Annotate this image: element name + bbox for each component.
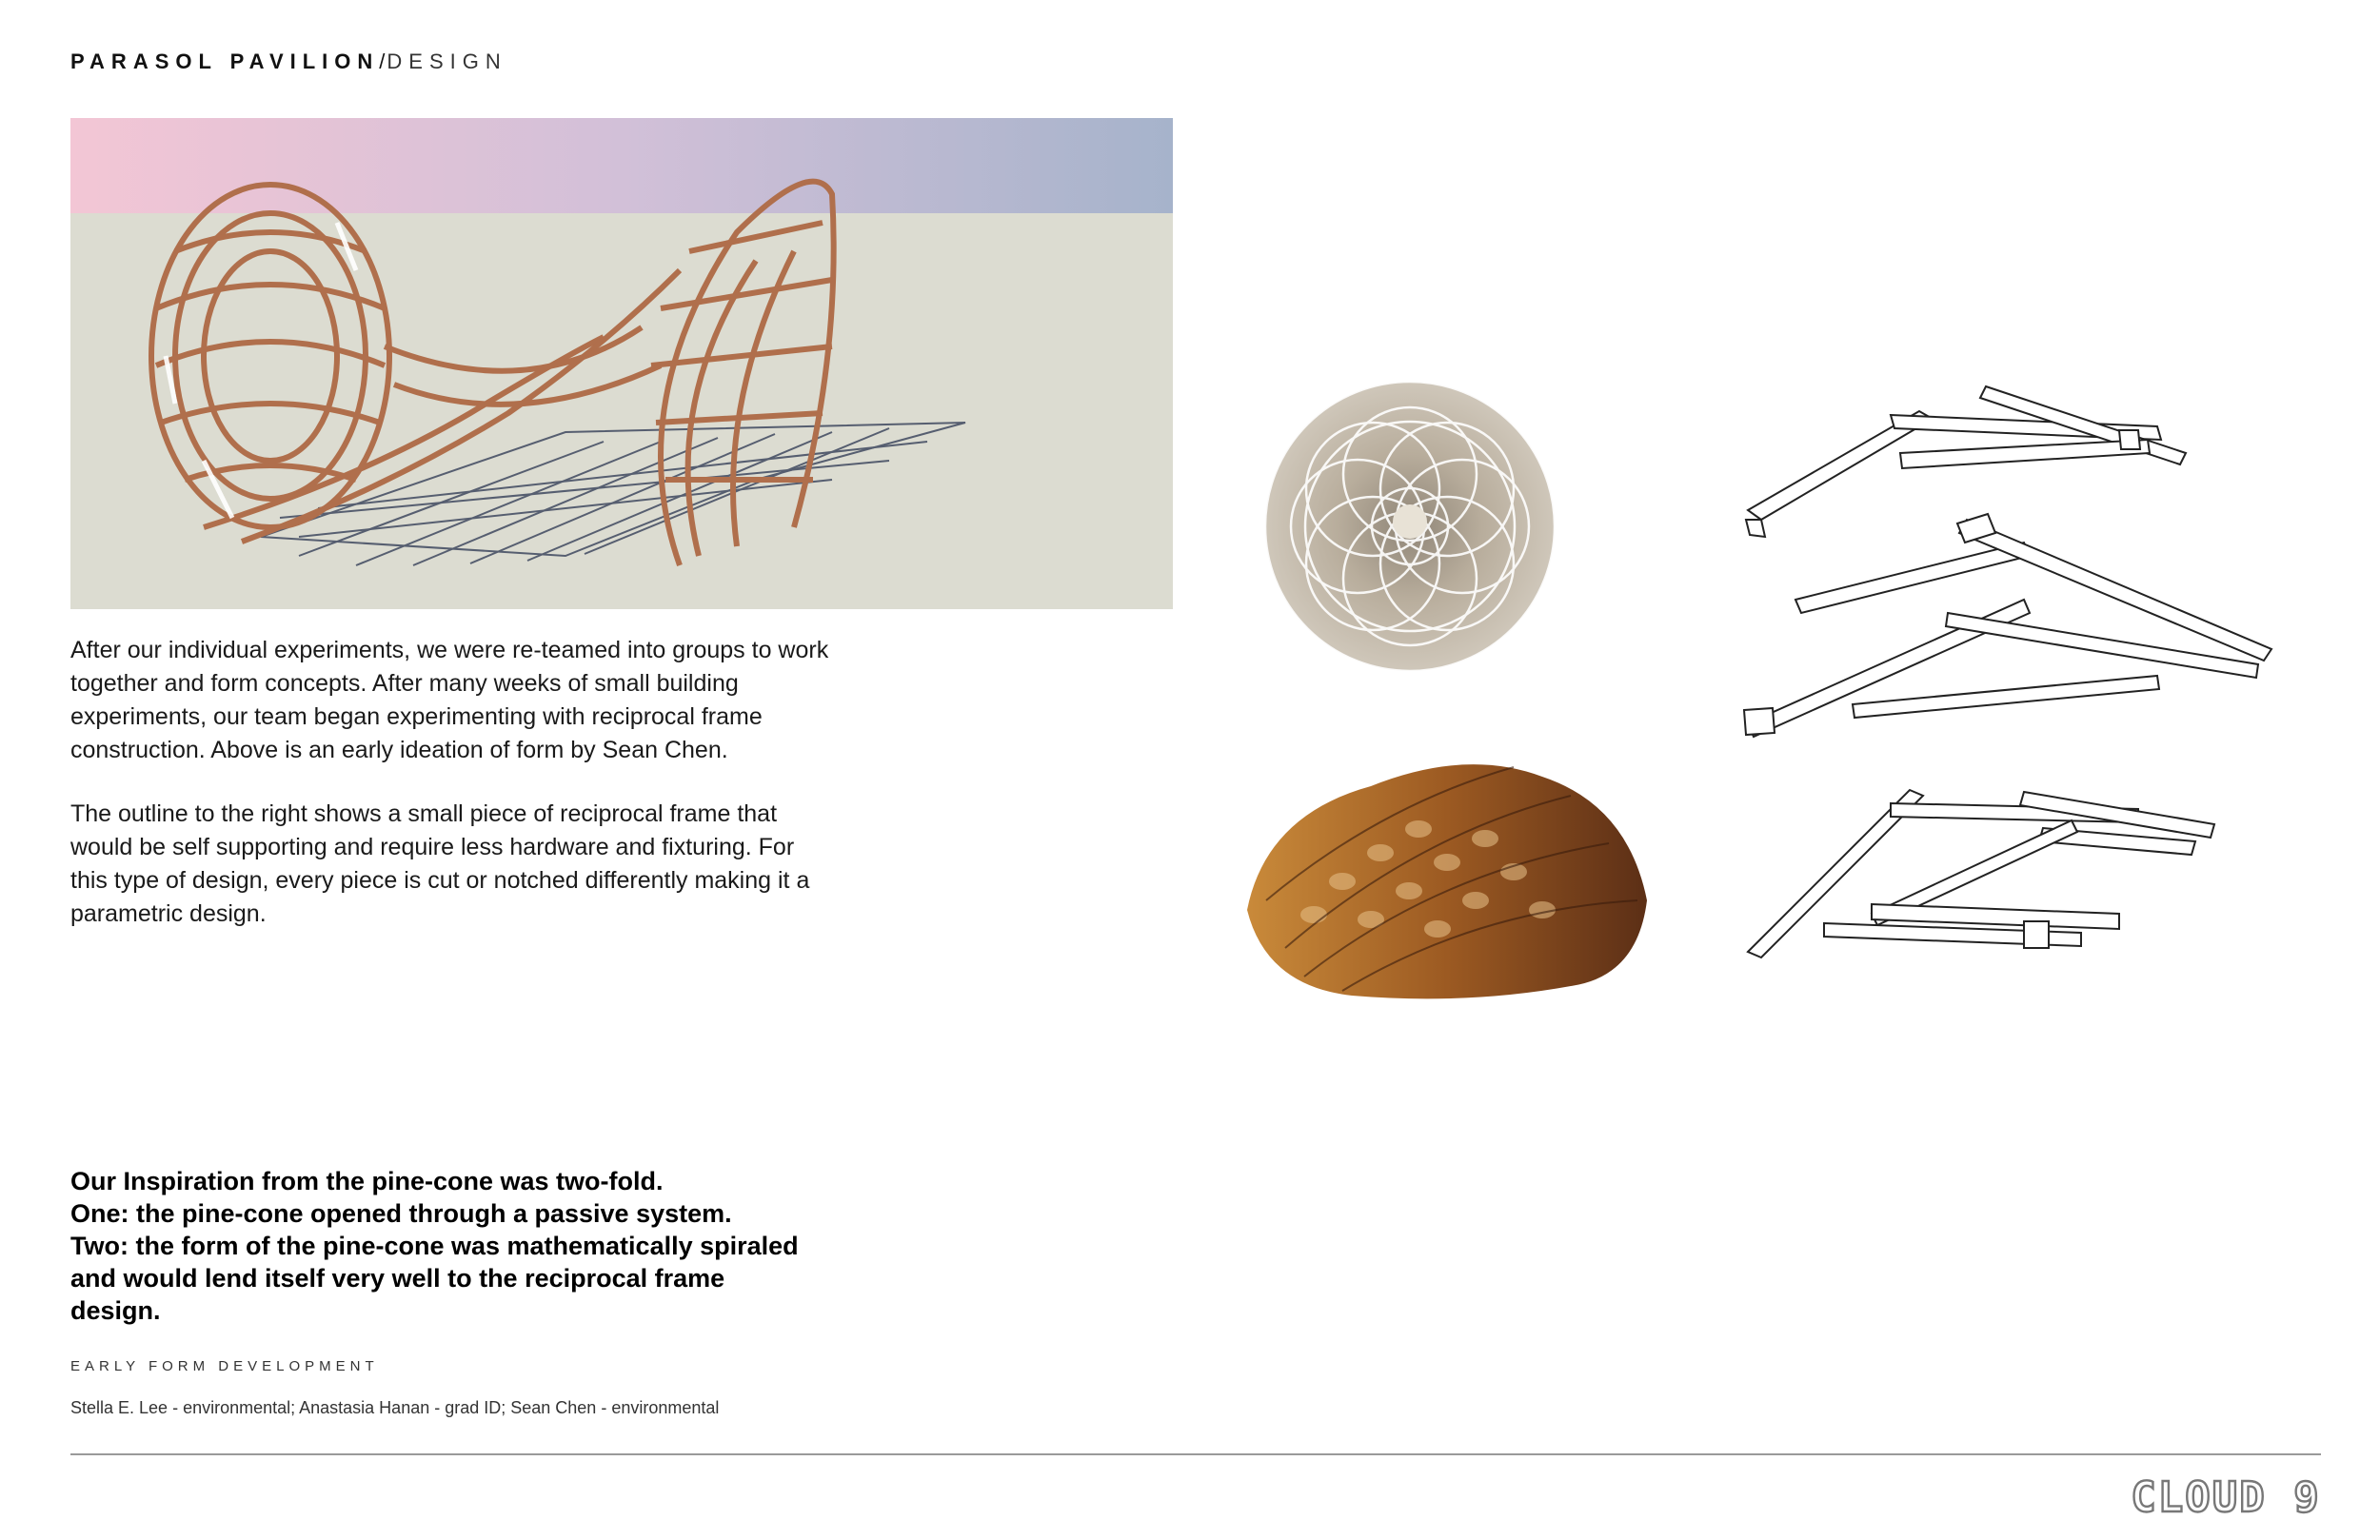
page-header (70, 49, 507, 74)
team-credits: Stella E. Lee - environmental; Anastasia Hanan - grad ID; Sean Chen - environmental (70, 1398, 720, 1417)
project-title: PARASOL PAVILION (70, 49, 380, 73)
svg-text:CLOUD 9: CLOUD 9 (2131, 1473, 2321, 1519)
inspiration-statement (70, 1165, 813, 1327)
inspiration-line-3: Two: the form of the pine-cone was mathematically spiraled and would lend itself very well to the reciprocal frame design. (70, 1232, 799, 1325)
pinecone-side-view-image (1228, 739, 1662, 1007)
pinecone-top-view-image (1259, 379, 1561, 674)
body-paragraph-1: After our individual experiments, we were re-teamed into groups to work together and form concepts. After many weeks of small building experiments, our team began experimenting with reciprocal frame construction. Above is an early ideation of form by Sean Chen. (70, 637, 829, 763)
pavilion-rendering-image (70, 118, 1173, 609)
body-paragraph-2: The outline to the right shows a small piece of reciprocal frame that would be self supporting and require less hardware and fixturing. For this type of design, every piece is cut or notched differently making it a parametric design. (70, 800, 810, 927)
inspiration-line-2: One: the pine-cone opened through a passive system. (70, 1199, 732, 1228)
reciprocal-frame-outline-2 (1738, 504, 2291, 752)
cloud9-logo (2131, 1473, 2321, 1519)
header-separator: / (379, 49, 387, 73)
inspiration-line-1: Our Inspiration from the pine-cone was two-fold. (70, 1167, 664, 1195)
footer-divider (70, 1453, 2321, 1455)
reciprocal-frame-outline-3 (1738, 771, 2252, 971)
figure-caption: EARLY FORM DEVELOPMENT (70, 1358, 379, 1374)
section-label: DESIGN (387, 49, 507, 73)
